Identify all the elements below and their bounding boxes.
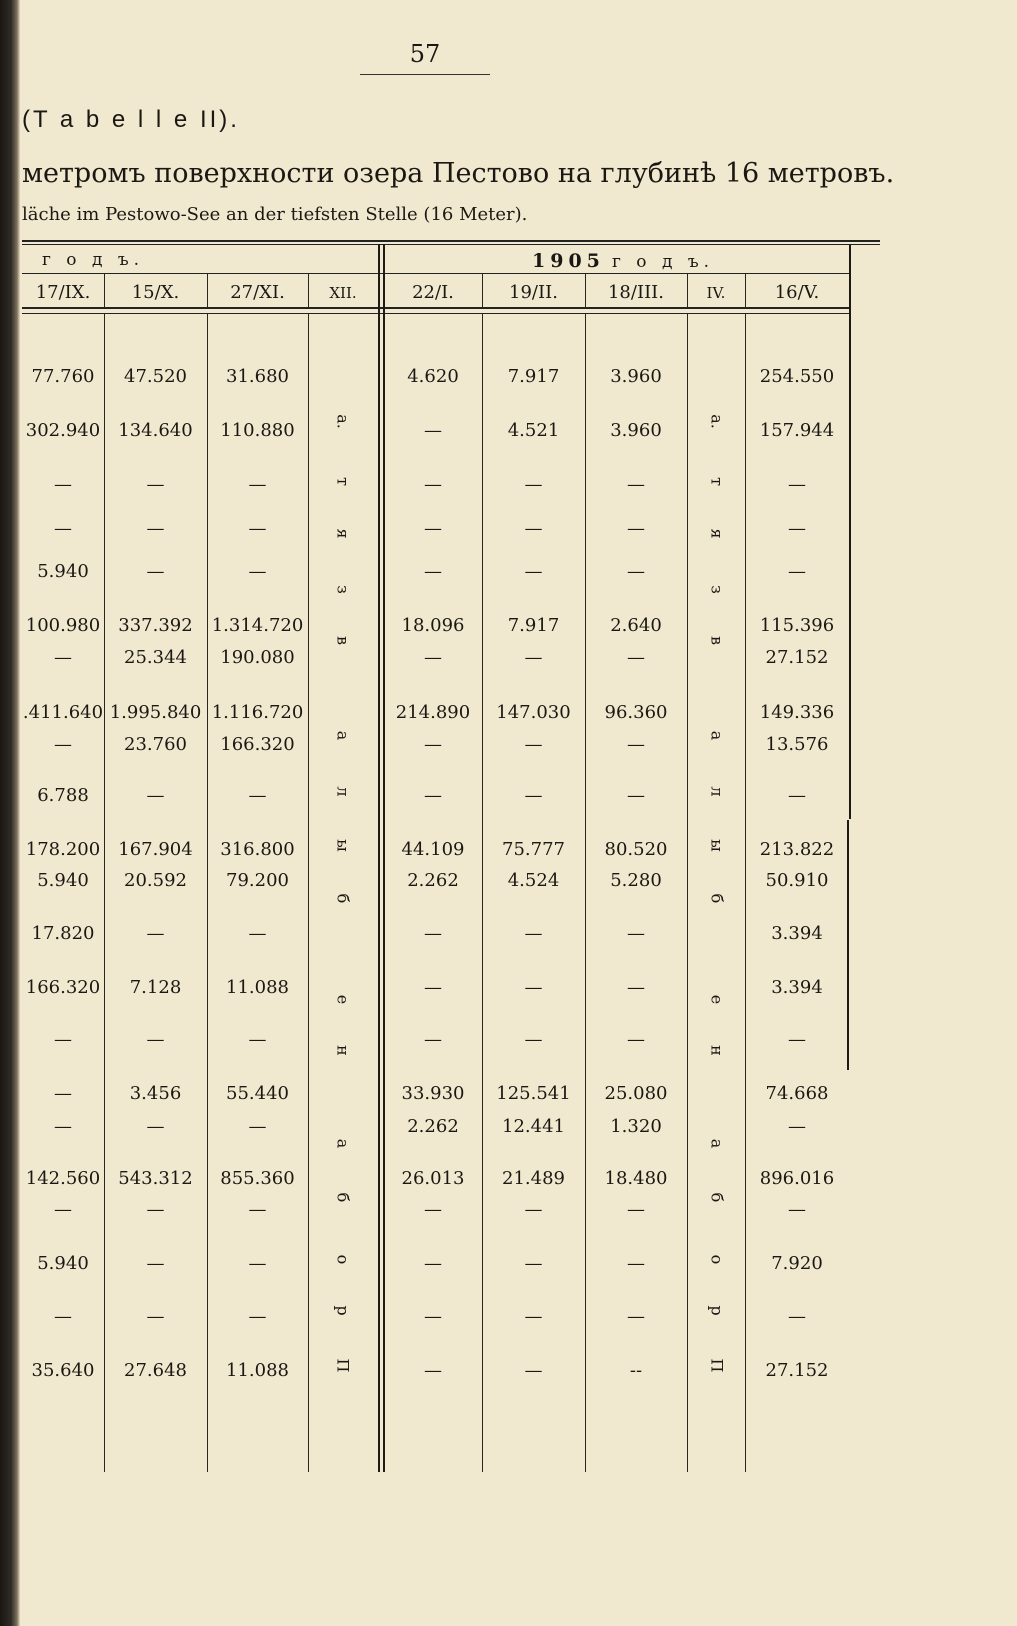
- vertical-note-letter: П: [707, 1358, 727, 1373]
- table-cell: —: [54, 518, 72, 539]
- table-cell: 18.480: [604, 1168, 668, 1189]
- table-cell: 125.541: [496, 1083, 571, 1104]
- table-cell: 11.088: [226, 1360, 289, 1381]
- vertical-note-letter: а.: [333, 414, 353, 429]
- table-cell: 100.980: [25, 615, 101, 636]
- table-cell: 115.396: [759, 615, 835, 636]
- vertical-note-letter: а: [707, 1138, 727, 1149]
- table-cell: 2.640: [610, 615, 662, 636]
- table-cell: 74.668: [765, 1083, 829, 1104]
- vertical-note-letter: з: [707, 585, 727, 594]
- table-cell: —: [424, 977, 442, 998]
- header-bottom-rule-thin: [22, 313, 850, 314]
- table-cell: —: [627, 923, 645, 944]
- table-cell: 142.560: [25, 1168, 101, 1189]
- table-cell: —: [248, 561, 267, 582]
- vertical-note-letter: е: [333, 994, 353, 1005]
- table-cell: 47.520: [124, 366, 187, 387]
- table-cell: —: [627, 1199, 645, 1220]
- date-head-4: XII.: [329, 284, 357, 302]
- date-head-1: 17/IX.: [35, 282, 91, 303]
- vertical-note-letter: ы: [333, 839, 353, 852]
- vertical-note-letter: о: [707, 1254, 727, 1265]
- table-cell: —: [424, 1199, 442, 1220]
- header-bottom-rule: [22, 307, 850, 309]
- page-number: 57: [409, 40, 441, 68]
- vertical-note-letter: П: [333, 1358, 353, 1373]
- date-head-8: IV.: [706, 284, 726, 302]
- table-cell: —: [627, 785, 645, 806]
- table-cell: —: [146, 785, 165, 806]
- table-cell: —: [248, 1116, 267, 1137]
- table-cell: 190.080: [220, 647, 295, 668]
- table-cell: —: [627, 734, 645, 755]
- table-cell: —: [627, 518, 645, 539]
- table-cell: 23.760: [124, 734, 187, 755]
- table-cell: 75.777: [502, 839, 565, 860]
- table-cell: 543.312: [118, 1168, 193, 1189]
- table-cell: —: [424, 474, 442, 495]
- table-cell: 316.800: [220, 839, 295, 860]
- table-cell: 11.088: [226, 977, 289, 998]
- table-cell: 214.890: [395, 702, 471, 723]
- table-cell: —: [424, 1360, 442, 1381]
- table-cell: —: [146, 561, 165, 582]
- table-cell: —: [54, 1083, 72, 1104]
- col-right-border: [849, 244, 851, 819]
- table-top-rule: [22, 240, 880, 242]
- table-cell: —: [424, 1029, 442, 1050]
- table-cell: —: [627, 1029, 645, 1050]
- table-cell: 213.822: [759, 839, 835, 860]
- body-col-7: [687, 314, 688, 1472]
- table-cell: —: [54, 734, 72, 755]
- table-cell: —: [146, 518, 165, 539]
- table-cell: 25.344: [124, 647, 187, 668]
- table-cell: 2.262: [407, 870, 459, 891]
- table-cell: —: [524, 1199, 543, 1220]
- table-cell: —: [146, 923, 165, 944]
- table-cell: —: [248, 1253, 267, 1274]
- table-cell: 55.440: [226, 1083, 289, 1104]
- table-cell: —: [788, 1116, 806, 1137]
- table-cell: 1.314.720: [211, 615, 304, 636]
- table-cell: --: [629, 1360, 643, 1381]
- table-cell: —: [788, 561, 806, 582]
- table-cell: 167.904: [118, 839, 193, 860]
- table-cell: —: [788, 1306, 806, 1327]
- table-cell: —: [788, 1199, 806, 1220]
- table-cell: 7.917: [507, 615, 560, 636]
- table-cell: 5.940: [37, 1253, 89, 1274]
- date-head-6: 19/II.: [509, 282, 558, 303]
- table-cell: 5.940: [37, 870, 89, 891]
- table-cell: —: [424, 420, 442, 441]
- vertical-note-letter: а: [707, 730, 727, 741]
- table-cell: —: [248, 923, 267, 944]
- table-cell: 18.096: [401, 615, 465, 636]
- table-cell: 17.820: [31, 923, 95, 944]
- table-cell: 147.030: [496, 702, 571, 723]
- table-cell: 166.320: [25, 977, 101, 998]
- date-head-3: 27/XI.: [230, 282, 285, 303]
- table-cell: 4.524: [507, 870, 560, 891]
- table-cell: —: [424, 1253, 442, 1274]
- table-cell: 13.576: [765, 734, 829, 755]
- book-spine-shadow: [0, 0, 20, 1626]
- table-cell: 12.441: [502, 1116, 565, 1137]
- table-cell: 3.456: [129, 1083, 182, 1104]
- table-cell: 80.520: [604, 839, 668, 860]
- table-cell: 254.550: [759, 366, 835, 387]
- vertical-note-letter: б: [333, 1192, 353, 1203]
- table-cell: —: [146, 1116, 165, 1137]
- table-cell: —: [54, 1029, 72, 1050]
- vertical-note-letter: б: [333, 893, 353, 904]
- vertical-note-letter: е: [707, 994, 727, 1005]
- table-cell: —: [524, 474, 543, 495]
- vertical-note-letter: б: [707, 1192, 727, 1203]
- table-cell: 1.116.720: [211, 702, 304, 723]
- table-cell: 77.760: [31, 366, 95, 387]
- table-cell: 5.940: [37, 561, 89, 582]
- table-cell: —: [424, 785, 442, 806]
- table-cell: 4.620: [407, 366, 459, 387]
- table-cell: —: [524, 1253, 543, 1274]
- table-cell: —: [524, 1029, 543, 1050]
- table-cell: 149.336: [759, 702, 835, 723]
- table-cell: —: [146, 1253, 165, 1274]
- table-cell: —: [424, 561, 442, 582]
- table-label: (T a b e l l e II).: [22, 106, 240, 133]
- table-cell: —: [248, 1029, 267, 1050]
- vertical-note-letter: а: [333, 1138, 353, 1149]
- title-russian: метромъ поверхности озера Пестово на глубинѣ 16 метровъ.: [22, 158, 895, 189]
- col-sep-year: [378, 244, 380, 1472]
- vertical-note-letter: л: [707, 786, 727, 797]
- body-col-3: [308, 314, 309, 1472]
- table-cell: 134.640: [118, 420, 193, 441]
- table-cell: 3.394: [771, 923, 823, 944]
- table-cell: —: [146, 1306, 165, 1327]
- table-cell: —: [424, 1306, 442, 1327]
- table-cell: —: [424, 923, 442, 944]
- vertical-note-letter: н: [333, 1045, 353, 1056]
- table-cell: —: [248, 1306, 267, 1327]
- vertical-note-letter: т: [707, 477, 727, 486]
- table-cell: —: [248, 474, 267, 495]
- year-left-label: г о д ъ.: [42, 250, 145, 270]
- table-cell: —: [424, 734, 442, 755]
- table-cell: 31.680: [226, 366, 289, 387]
- table-cell: 21.489: [502, 1168, 565, 1189]
- table-cell: —: [627, 977, 645, 998]
- table-cell: —: [524, 785, 543, 806]
- table-cell: —: [54, 1116, 72, 1137]
- table-cell: —: [627, 561, 645, 582]
- table-cell: —: [54, 1306, 72, 1327]
- table-cell: 3.960: [610, 366, 662, 387]
- table-cell: 26.013: [401, 1168, 465, 1189]
- table-cell: —: [524, 1360, 543, 1381]
- table-cell: —: [524, 923, 543, 944]
- table-cell: 110.880: [220, 420, 295, 441]
- table-cell: —: [248, 785, 267, 806]
- table-cell: 337.392: [118, 615, 193, 636]
- table-cell: —: [524, 561, 543, 582]
- table-cell: 7.920: [771, 1253, 823, 1274]
- vertical-note-letter: б: [707, 893, 727, 904]
- vertical-note-letter: а.: [707, 414, 727, 429]
- table-cell: 166.320: [220, 734, 295, 755]
- year-right-number: 1905: [532, 250, 605, 272]
- table-cell: —: [524, 734, 543, 755]
- table-cell: 6.788: [37, 785, 89, 806]
- table-cell: 4.521: [507, 420, 560, 441]
- table-cell: —: [146, 1029, 165, 1050]
- table-cell: 178.200: [25, 839, 101, 860]
- vertical-note-letter: л: [333, 786, 353, 797]
- table-cell: 1.320: [610, 1116, 662, 1137]
- table-cell: 33.930: [401, 1083, 465, 1104]
- table-cell: —: [627, 474, 645, 495]
- table-cell: 27.152: [765, 1360, 829, 1381]
- table-cell: —: [627, 1253, 645, 1274]
- date-head-2: 15/X.: [131, 282, 180, 303]
- table-cell: —: [248, 518, 267, 539]
- table-cell: 1.995.840: [109, 702, 202, 723]
- table-cell: —: [788, 1029, 806, 1050]
- table-cell: —: [524, 518, 543, 539]
- table-cell: 302.940: [25, 420, 101, 441]
- table-cell: 96.360: [604, 702, 668, 723]
- table-cell: —: [627, 647, 645, 668]
- date-head-7: 18/III.: [607, 282, 665, 303]
- table-cell: 855.360: [220, 1168, 295, 1189]
- table-cell: 27.648: [124, 1360, 187, 1381]
- table-cell: —: [524, 1306, 543, 1327]
- table-cell: —: [788, 785, 806, 806]
- title-german: läche im Pestowo-See an der tiefsten Stelle (16 Meter).: [22, 204, 528, 225]
- table-cell: 3.960: [610, 420, 662, 441]
- date-head-5: 22/I.: [412, 282, 454, 303]
- page-number-rule: [360, 74, 490, 75]
- table-cell: 79.200: [226, 870, 289, 891]
- vertical-note-letter: я: [707, 528, 727, 539]
- table-cell: 896.016: [759, 1168, 835, 1189]
- table-cell: 5.280: [610, 870, 662, 891]
- vertical-note-letter: р: [333, 1305, 353, 1316]
- table-cell: .411.640: [22, 702, 104, 723]
- table-cell: —: [524, 977, 543, 998]
- table-cell: 2.262: [407, 1116, 459, 1137]
- vertical-note-letter: я: [333, 528, 353, 539]
- table-cell: —: [146, 474, 165, 495]
- table-cell: —: [54, 1199, 72, 1220]
- table-cell: 50.910: [765, 870, 829, 891]
- table-cell: —: [146, 1199, 165, 1220]
- vertical-note-letter: о: [333, 1254, 353, 1265]
- vertical-note-letter: р: [707, 1305, 727, 1316]
- table-cell: 7.917: [507, 366, 560, 387]
- table-cell: 3.394: [771, 977, 823, 998]
- table-top-rule-thin: [22, 244, 880, 245]
- header-year-divider: [22, 273, 850, 274]
- table-cell: —: [524, 647, 543, 668]
- table-cell: 7.128: [129, 977, 182, 998]
- vertical-note-letter: т: [333, 477, 353, 486]
- date-head-9: 16/V.: [774, 282, 820, 303]
- vertical-note-letter: ы: [707, 839, 727, 852]
- year-right-word: г о д ъ.: [612, 252, 715, 272]
- table-cell: —: [248, 1199, 267, 1220]
- table-cell: —: [54, 647, 72, 668]
- table-cell: 35.640: [31, 1360, 95, 1381]
- table-cell: 27.152: [765, 647, 829, 668]
- vertical-note-letter: в: [707, 635, 727, 645]
- table-cell: —: [788, 518, 806, 539]
- table-cell: 44.109: [401, 839, 465, 860]
- vertical-note-letter: а: [333, 730, 353, 741]
- table-cell: 20.592: [124, 870, 187, 891]
- table-cell: —: [627, 1306, 645, 1327]
- table-cell: —: [788, 474, 806, 495]
- vertical-note-letter: в: [333, 635, 353, 645]
- table-cell: —: [424, 518, 442, 539]
- table-cell: —: [54, 474, 72, 495]
- table-cell: —: [424, 647, 442, 668]
- table-cell: 25.080: [604, 1083, 668, 1104]
- table-cell: 157.944: [759, 420, 835, 441]
- vertical-note-letter: н: [707, 1045, 727, 1056]
- vertical-note-letter: з: [333, 585, 353, 594]
